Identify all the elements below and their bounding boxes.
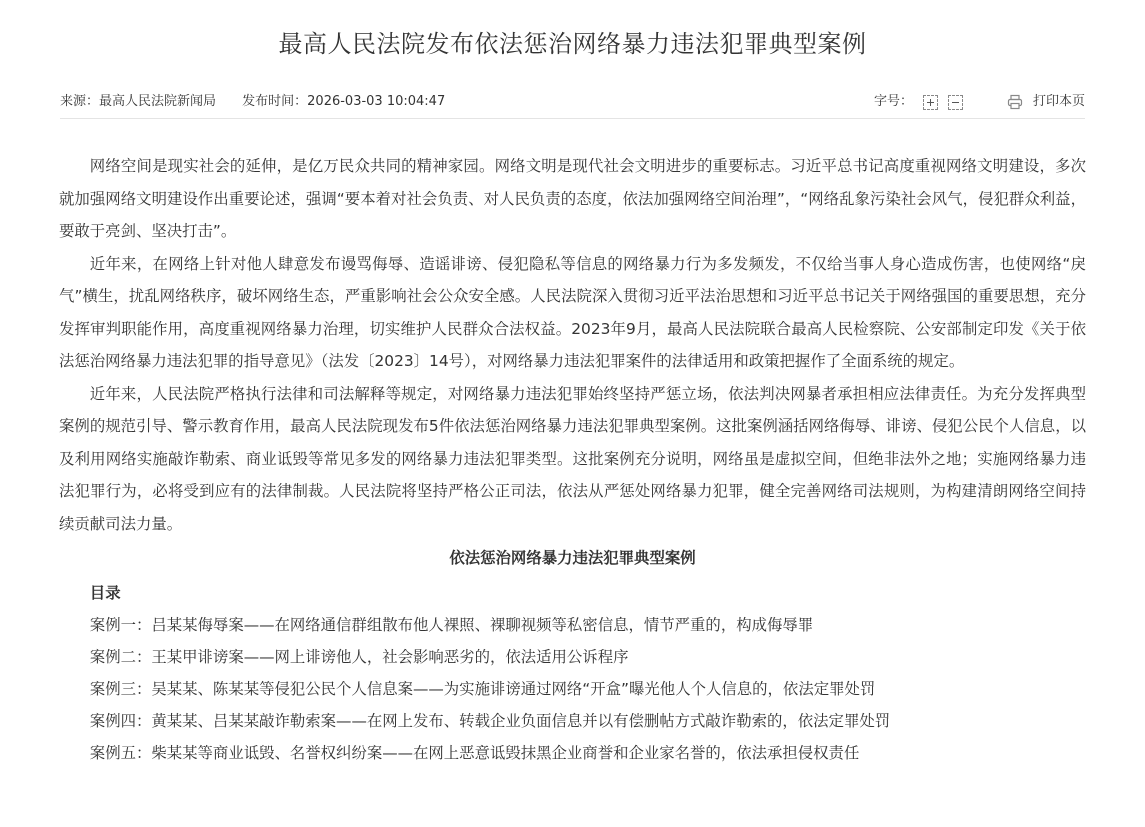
toc-title: 目录 bbox=[89, 583, 121, 602]
decrease-font-button[interactable] bbox=[948, 95, 963, 110]
body-paragraph: 网络空间是现实社会的延伸，是亿万民众共同的精神家园。网络文明是现代社会文明进步的重要标志。习近平总书记高度重视网络文明建设，多次就加强网络文明建设作出重要论述，强调“要本着对社会负责、对人民负责的态度，依法加强网络空间治理”，“网络乱象污染社会风气，侵犯群众利益，要敢于亮剑、坚决打击”。 bbox=[59, 157, 1086, 240]
toc-item: 案例四：黄某某、吕某某敲诈勒索案——在网上发布、转载企业负面信息并以有偿删帖方式敲诈勒索的，依法定罪处罚 bbox=[89, 712, 891, 730]
font-size-label: 字号： bbox=[873, 94, 913, 109]
minus-square-icon bbox=[952, 102, 959, 103]
plus-square-icon-vertical bbox=[930, 99, 931, 106]
article-title: 最高人民法院发布依法惩治网络暴力违法犯罪典型案例 bbox=[278, 30, 867, 58]
article-source: 来源：最高人民法院新闻局 bbox=[60, 94, 217, 109]
meta-info bbox=[60, 90, 467, 114]
publish-time: 发布时间：2026-03-03 10:04:47 bbox=[242, 94, 446, 109]
article-meta-bar bbox=[60, 88, 1085, 119]
article-body bbox=[59, 150, 1086, 769]
toc-item: 案例二：王某甲诽谤案——网上诽谤他人，社会影响恶劣的，依法适用公诉程序 bbox=[89, 648, 629, 666]
body-paragraph: 近年来，在网络上针对他人肆意发布谩骂侮辱、造谣诽谤、侵犯隐私等信息的网络暴力行为多发频发，不仅给当事人身心造成伤害，也使网络“戾气”横生，扰乱网络秩序，破坏网络生态，严重影响社会公众安全感。人民法院深入贯彻习近平法治思想和习近平总书记关于网络强国的重要思想，充分发挥审判职能作用，高度重视网络暴力治理，切实维护人民群众合法权益。2023年9月，最高人民法院联合最高人民检察院、公安部制定印发《关于依法惩治网络暴力违法犯罪的指导意见》（法发〔2023〕14号），对网络暴力违法犯罪案件的法律适用和政策把握作了全面系统的规定。 bbox=[59, 254, 1086, 370]
increase-font-button[interactable] bbox=[923, 95, 938, 110]
section-heading: 依法惩治网络暴力违法犯罪典型案例 bbox=[449, 549, 696, 567]
printer-icon bbox=[1007, 94, 1023, 110]
toc-item: 案例五：柴某某等商业诋毁、名誉权纠纷案——在网上恶意诋毁抹黑企业商誉和企业家名誉的，依法承担侵权责任 bbox=[89, 744, 860, 762]
print-label: 打印本页 bbox=[1032, 94, 1085, 109]
meta-tools bbox=[874, 90, 1085, 114]
body-paragraph: 近年来，人民法院严格执行法律和司法解释等规定，对网络暴力违法犯罪始终坚持严惩立场，依法判决网暴者承担相应法律责任。为充分发挥典型案例的规范引导、警示教育作用，最高人民法院现发布5件依法惩治网络暴力违法犯罪典型案例。这批案例涵括网络侮辱、诽谤、侵犯公民个人信息，以及利用网络实施敲诈勒索、商业诋毁等常见多发的网络暴力违法犯罪类型。这批案例充分说明，网络虽是虚拟空间，但绝非法外之地；实施网络暴力违法犯罪行为，必将受到应有的法律制裁。人民法院将坚持严格公正司法，依法从严惩处网络暴力犯罪，健全完善网络司法规则，为构建清朗网络空间持续贡献司法力量。 bbox=[59, 384, 1086, 533]
toc-item: 案例一：吕某某侮辱案——在网络通信群组散布他人裸照、裸聊视频等私密信息，情节严重的，构成侮辱罪 bbox=[89, 616, 814, 634]
print-button[interactable] bbox=[1007, 90, 1085, 114]
toc-item: 案例三：吴某某、陈某某等侵犯公民个人信息案——为实施诽谤通过网络“开盒”曝光他人个人信息的，依法定罪处罚 bbox=[89, 680, 876, 698]
